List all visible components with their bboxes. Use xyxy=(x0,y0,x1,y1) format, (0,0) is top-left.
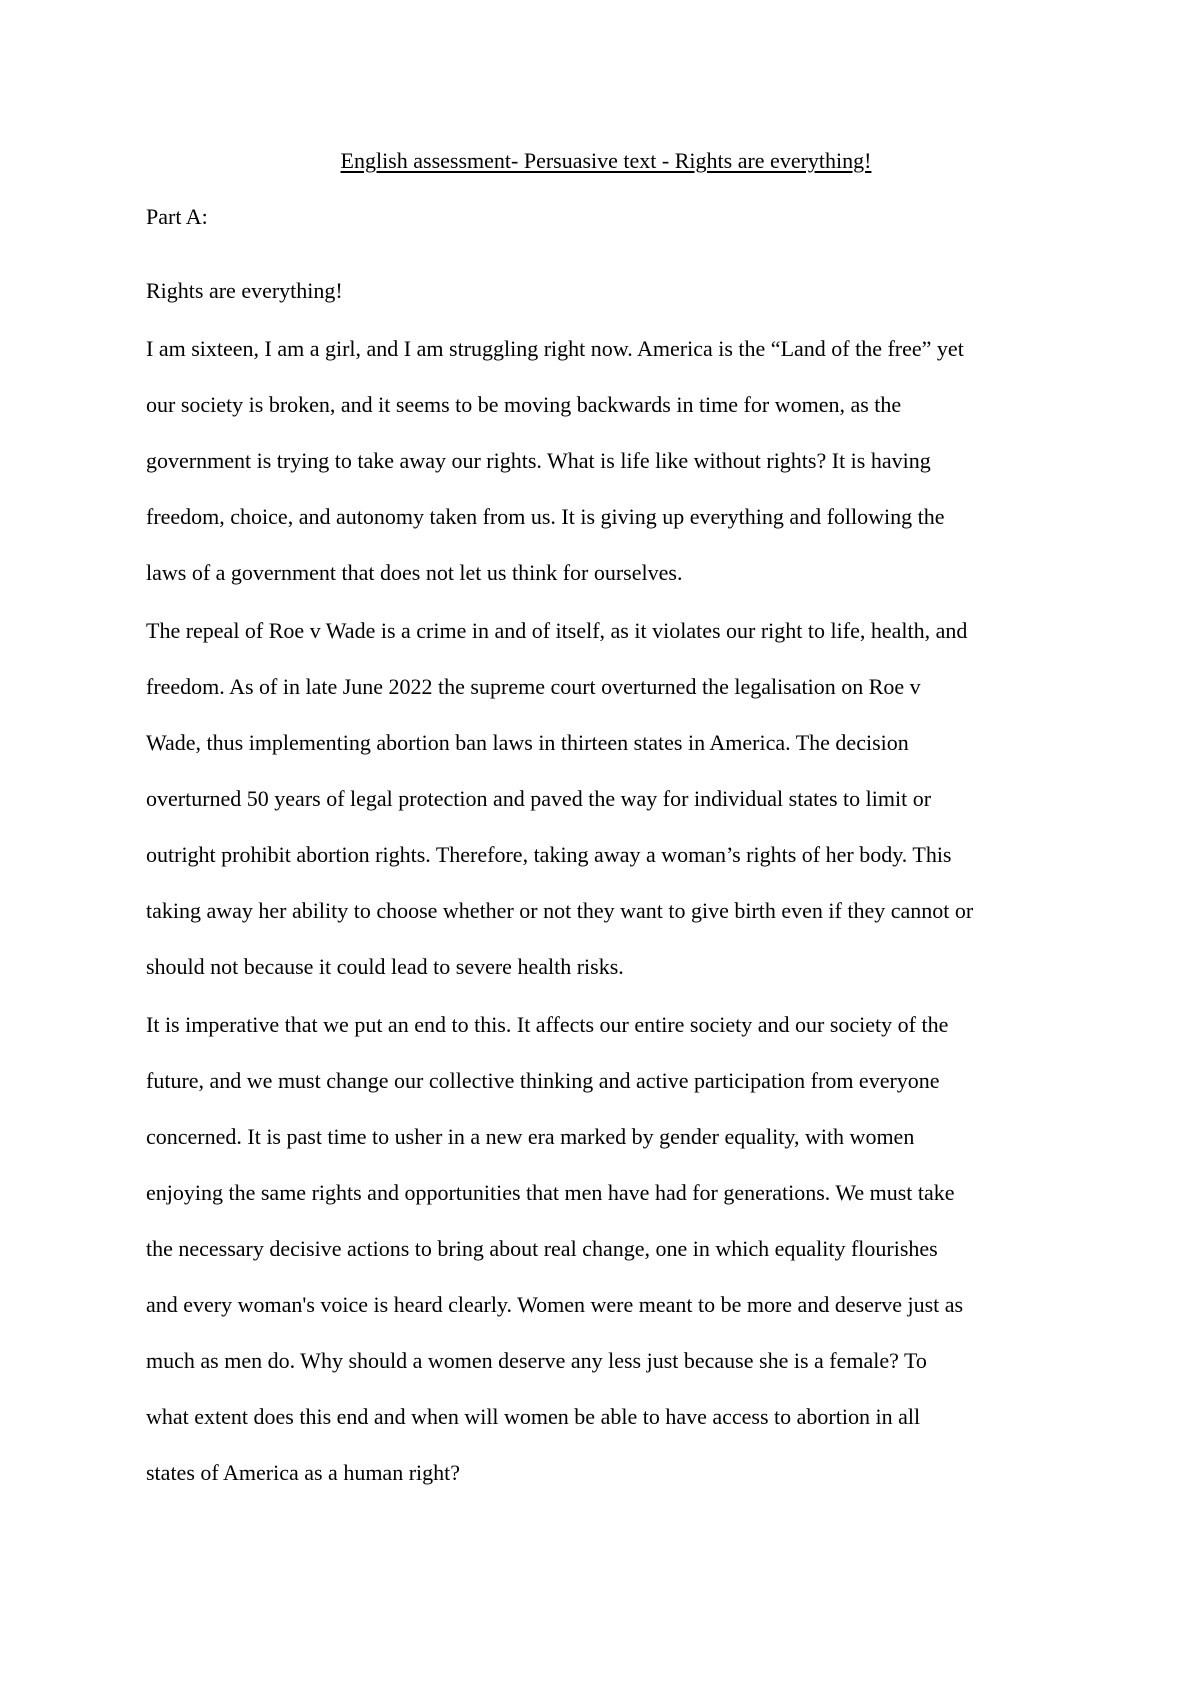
text-line: Wade, thus implementing abortion ban laws in thirteen states in America. The decision xyxy=(146,730,909,755)
paragraph-2 xyxy=(146,616,1066,994)
text-line: taking away her ability to choose whether or not they want to give birth even if they cannot or xyxy=(146,898,974,923)
paragraph-1 xyxy=(146,334,1066,600)
text-line: I am sixteen, I am a girl, and I am struggling right now. America is the “Land of the free” yet xyxy=(146,336,964,361)
essay-title: Rights are everything! xyxy=(146,278,343,303)
text-line: future, and we must change our collective thinking and active participation from everyone xyxy=(146,1068,940,1093)
text-line: laws of a government that does not let us think for ourselves. xyxy=(146,560,683,585)
text-line: and every woman's voice is heard clearly. Women were meant to be more and deserve just as xyxy=(146,1292,964,1317)
document-body xyxy=(146,146,1066,1516)
text-line: freedom. As of in late June 2022 the supreme court overturned the legalisation on Roe v xyxy=(146,674,921,699)
part-label: Part A: xyxy=(146,204,208,229)
text-line: outright prohibit abortion rights. Therefore, taking away a woman’s rights of her body. This xyxy=(146,842,952,867)
text-line: enjoying the same rights and opportunities that men have had for generations. We must take xyxy=(146,1180,955,1205)
text-line: concerned. It is past time to usher in a new era marked by gender equality, with women xyxy=(146,1124,915,1149)
text-line: It is imperative that we put an end to this. It affects our entire society and our society of the xyxy=(146,1012,949,1037)
text-line: The repeal of Roe v Wade is a crime in and of itself, as it violates our right to life, health, and xyxy=(146,618,968,643)
text-line: should not because it could lead to severe health risks. xyxy=(146,954,624,979)
text-line: government is trying to take away our rights. What is life like without rights? It is having xyxy=(146,448,931,473)
document-title: English assessment- Persuasive text - Rights are everything! xyxy=(340,148,872,173)
text-line: our society is broken, and it seems to be moving backwards in time for women, as the xyxy=(146,392,902,417)
text-line: what extent does this end and when will women be able to have access to abortion in all xyxy=(146,1404,921,1429)
text-line: the necessary decisive actions to bring about real change, one in which equality flourishes xyxy=(146,1236,938,1261)
paragraph-3 xyxy=(146,1010,1066,1500)
text-line: much as men do. Why should a women deserve any less just because she is a female? To xyxy=(146,1348,927,1373)
text-line: freedom, choice, and autonomy taken from us. It is giving up everything and following the xyxy=(146,504,945,529)
text-line: overturned 50 years of legal protection and paved the way for individual states to limit or xyxy=(146,786,932,811)
text-line: states of America as a human right? xyxy=(146,1460,461,1485)
